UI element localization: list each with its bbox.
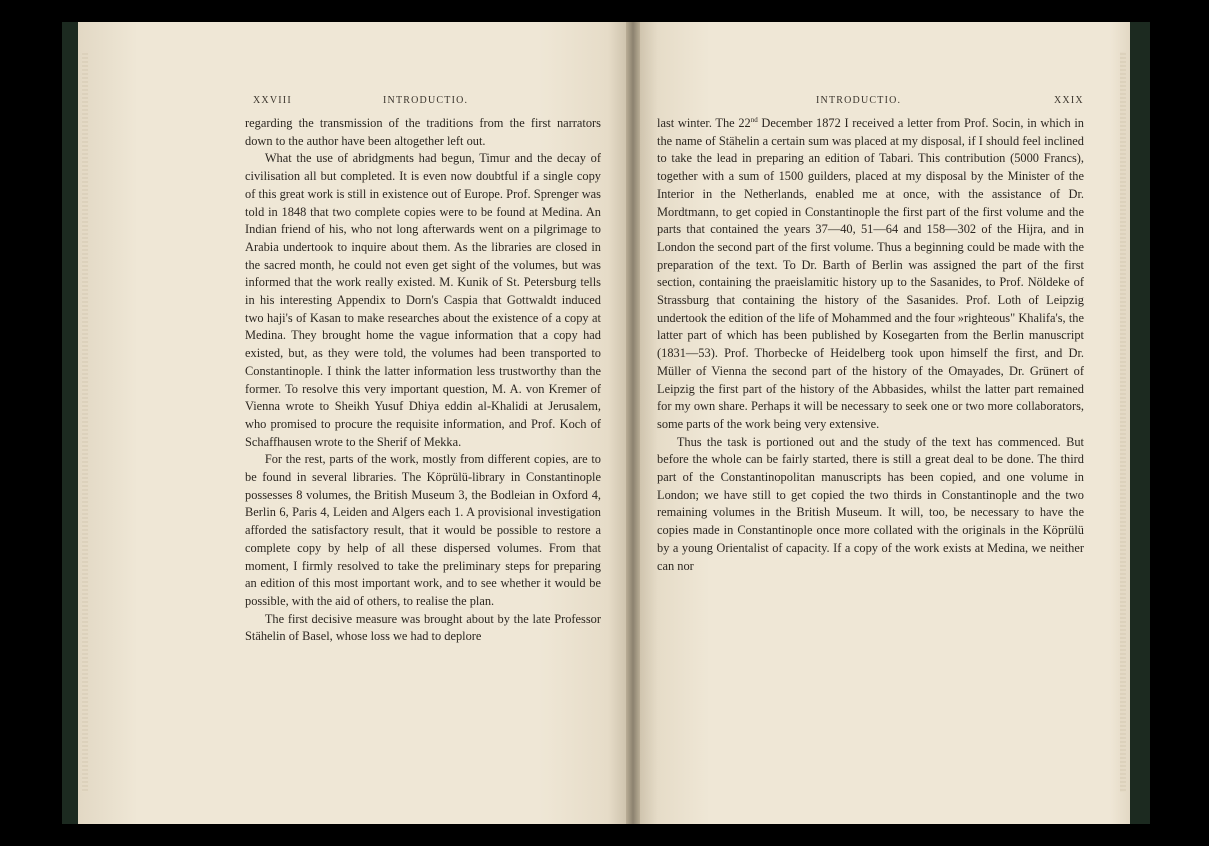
book-gutter bbox=[626, 22, 640, 824]
paragraph-rest: December 1872 I received a letter from Prof. Socin, in which in the name of Stähelin a certain sum was placed at my disposal, if I should feel inclined to take the lead in preparing an edition of Tabari. This contribution (5000 Francs), together with a sum of 1500 guilders, placed at my disposal by the Minister of the Interior in the Netherlands, enabled me at once, with the assistance of Dr. Mordtmann, to get copied in Constantinople the first part of the first volume and the parts that contained the years 37—40, 51—64 and 158—302 of the Hijra, and in London the second part of the first volume. Thus a beginning could be made with the preparation of the text. To Dr. Barth of Berlin was assigned the part of the first section, containing the praeislamitic history up to the Sasanides, to Prof. Nöldeke of Strassburg that containing the history of the Sasanides. Prof. Loth of Leipzig undertook the edition of the life of Mohammed and the four »righteous" Khalifa's, the latter part of which has been published by Kosegarten from the Berlin manuscript (1831—53). Prof. Thorbecke of Heidelberg took upon himself the first, and Dr. Müller of Vienna the second part of the history of the Omayades, Dr. Grünert of Leipzig the first part of the history of the Abbasides, whilst the latter part remained for my own share. Perhaps it will be necessary to seek one or two more collaborators, some parts of the work being very extensive. bbox=[657, 116, 1085, 431]
right-running-head: INTRODUCTIO. bbox=[816, 95, 902, 106]
left-running-head: INTRODUCTIO. bbox=[383, 95, 469, 106]
left-page bbox=[78, 22, 626, 824]
page-edges-right bbox=[1120, 52, 1126, 792]
superscript: nd bbox=[750, 115, 758, 124]
right-page-number: XXIX bbox=[1054, 95, 1084, 106]
paragraph: For the rest, parts of the work, mostly from different copies, are to be found in several libraries. The Köprülü-library in Constantinople possesses 8 volumes, the British Museum 3, the Bodleian in Oxford 4, Berlin 6, Paris 4, Leiden and Algers each 1. A provisional investigation afforded the satisfactory result, that it would be possible to restore a complete copy by help of all these dispersed volumes. From that moment, I firmly resolved to take the preliminary steps for preparing an edition of this most important work, and to see whether it would be possible, with the aid of others, to realise the plan. bbox=[245, 452, 601, 608]
right-page bbox=[640, 22, 1130, 824]
page-edges-left bbox=[82, 52, 88, 792]
left-page-number: XXVIII bbox=[253, 95, 292, 106]
paragraph: What the use of abridgments had begun, Timur and the decay of civilisation all but completed. It is even now doubtful if a single copy of this great work is still in existence out of Europe. Prof. Sprenger was told in 1848 that two complete copies were to be found at Medina. An Indian friend of his, who not long afterwards went on a pilgrimage to Arabia undertook to inquire about them. As the libraries are closed in the sacred month, he could not even get sight of the volumes, but was informed that the work really existed. M. Kunik of St. Petersburg tells in his interesting Appendix to Dorn's Caspia that Gottwaldt induced two haji's of Kasan to make researches about the existence of a copy at Medina. They brought home the vague information that a copy had existed, but, as they were told, the volumes had been transported to Constantinople. I think the latter information less trustworthy than the former. To resolve this very important question, M. A. von Kremer of Vienna wrote to Sheikh Yusuf Dhiya eddin al-Khalidi at Jerusalem, who promised to procure the requisite information, and Prof. Koch of Schaffhausen wrote to the Sherif of Mekka. bbox=[245, 151, 601, 449]
paragraph bbox=[657, 115, 1084, 434]
paragraph: regarding the transmission of the traditions from the first narrators down to the author have been altogether left out. bbox=[245, 116, 601, 148]
left-body-text bbox=[245, 115, 601, 646]
book-spread bbox=[62, 22, 1150, 824]
paragraph: Thus the task is portioned out and the study of the text has commenced. But before the whole can be fairly started, there is still a great deal to be done. The third part of the Constantinopolitan manuscripts has been copied, and one volume in London; we have still to get copied the two thirds in Constantinople and the two remaining volumes in the British Museum. It will, too, be necessary to have the copies made in Constantinople once more collated with the originals in the Köprülü by a young Orientalist of capacity. If a copy of the work exists at Medina, we neither can nor bbox=[657, 434, 1084, 573]
paragraph: The first decisive measure was brought about by the late Professor Stähelin of Basel, whose loss we had to deplore bbox=[245, 611, 601, 644]
paragraph-start: last winter. The 22 bbox=[657, 116, 751, 130]
right-body-text bbox=[657, 115, 1084, 575]
